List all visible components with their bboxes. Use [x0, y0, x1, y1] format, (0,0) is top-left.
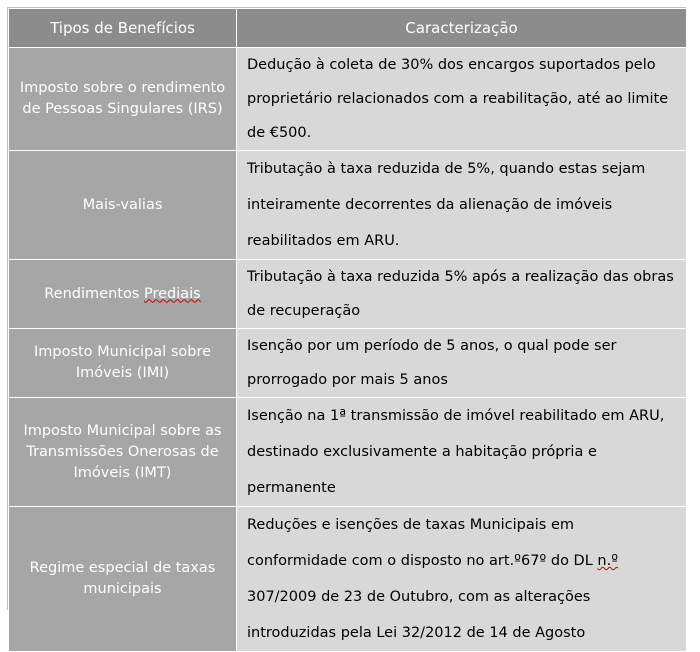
table-row — [9, 48, 687, 151]
benefit-desc-mais-valias: Tributação à taxa reduzida de 5%, quando estas sejam inteiramente decorrentes da alienação de imóveis reabilitados em ARU. — [237, 151, 687, 260]
benefit-type-imi: Imposto Municipal sobre Imóveis (IMI) — [9, 329, 237, 398]
benefit-desc-imi: Isenção por um período de 5 anos, o qual pode ser prorrogado por mais 5 anos — [237, 329, 687, 398]
header-characterization: Caracterização — [237, 9, 687, 48]
benefit-type-mais-valias: Mais-valias — [9, 151, 237, 260]
benefit-desc-taxas — [237, 507, 687, 652]
benefit-desc-imt: Isenção na 1ª transmissão de imóvel reabilitado em ARU, destinado exclusivamente a habitação própria e permanente — [237, 398, 687, 507]
benefit-desc-taxas-a: Reduções e isenções de taxas Municipais em conformidade com o disposto no art.º67º do DL — [247, 517, 598, 569]
benefit-desc-taxas-c: 307/2009 de 23 de Outubro, com as alterações introduzidas pela Lei 32/2012 de 14 de Agosto — [247, 589, 591, 641]
benefit-type-taxas: Regime especial de taxas municipais — [9, 507, 237, 652]
benefit-desc-rendimentos: Tributação à taxa reduzida 5% após a realização das obras de recuperação — [237, 260, 687, 329]
benefits-table — [8, 8, 687, 652]
benefit-type-rendimentos — [9, 260, 237, 329]
header-benefit-types: Tipos de Benefícios — [9, 9, 237, 48]
benefit-type-irs: Imposto sobre o rendimento de Pessoas Singulares (IRS) — [9, 48, 237, 151]
table-row — [9, 151, 687, 260]
table-row — [9, 398, 687, 507]
table-row — [9, 260, 687, 329]
table-row — [9, 507, 687, 652]
table-header-row — [9, 9, 687, 48]
benefit-type-rendimentos-b: Prediais — [143, 285, 201, 302]
benefit-desc-taxas-b: n.º — [597, 553, 619, 569]
benefit-type-rendimentos-a: Rendimentos — [44, 285, 144, 302]
benefit-desc-irs: Dedução à coleta de 30% dos encargos suportados pelo proprietário relacionados com a reabilitação, até ao limite de €500. — [237, 48, 687, 151]
table-row — [9, 329, 687, 398]
benefit-type-imt: Imposto Municipal sobre as Transmissões Onerosas de Imóveis (IMT) — [9, 398, 237, 507]
